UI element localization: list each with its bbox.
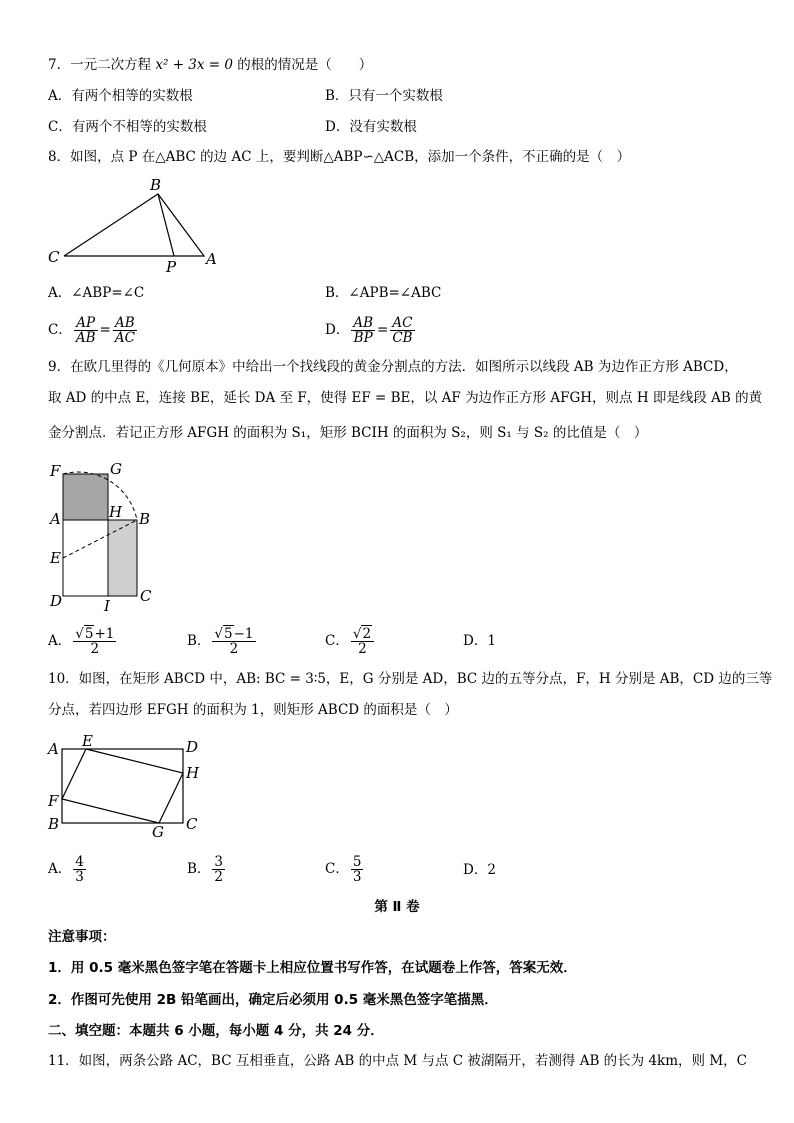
q8-c-fraction-1	[74, 316, 98, 345]
q9-c-denominator: 2	[358, 641, 367, 657]
q8-triangle-figure	[40, 172, 230, 277]
q9-label-e: E	[50, 549, 61, 567]
q10-label-h: H	[186, 764, 200, 782]
q10-b-denominator: 2	[214, 869, 224, 885]
q9-a-numerator-tail: +1	[94, 626, 115, 642]
q10-label-e: E	[82, 733, 93, 750]
q10-option-b	[187, 851, 227, 887]
q8-option-a: A．∠ABP=∠C	[48, 285, 145, 301]
q9-a-denominator: 2	[90, 641, 100, 657]
q8-c-fraction-2	[113, 316, 137, 345]
q9-label-f: F	[50, 462, 61, 480]
q8-c-f1-numerator: AP	[74, 316, 98, 331]
q10-option-d: D．2	[463, 862, 496, 878]
q10-option-b-prefix: B．	[187, 861, 211, 877]
q9-golden-ratio-figure	[44, 458, 164, 616]
q7-stem	[48, 56, 372, 74]
q8-option-d	[325, 312, 417, 348]
q9-stem-line-1: 9．在欧几里得的《几何原本》中给出一个找线段的黄金分割点的方法．如图所示以线段 AB 为边作正方形 ABCD，	[48, 359, 738, 375]
q9-b-fraction	[212, 627, 255, 656]
q7-stem-tail: 的根的情况是（ ）	[233, 57, 373, 73]
q10-label-c: C	[186, 815, 198, 833]
q7-option-b: B．只有一个实数根	[325, 88, 443, 104]
q10-rectangle-figure	[42, 733, 212, 841]
q9-a-numerator: √5+1	[75, 626, 115, 642]
q9-a-radicand: 5	[84, 626, 94, 642]
q7-option-a: A．有两个相等的实数根	[48, 88, 193, 104]
q8-d-f2-denominator: CB	[392, 330, 413, 346]
q9-stem-line-2: 取 AD 的中点 E，连接 BE，延长 DA 至 F，使得 EF = BE，以 AF 为边作正方形 AFGH，则点 H 即是线段 AB 的黄	[48, 390, 763, 406]
q8-c-f1-denominator: AB	[75, 330, 96, 346]
section-title: 第 Ⅱ 卷	[374, 899, 420, 915]
q10-label-d: D	[186, 738, 199, 756]
q10-a-numerator: 4	[75, 854, 84, 870]
q10-c-denominator: 3	[352, 869, 362, 885]
q9-label-g: G	[110, 460, 122, 478]
q9-c-numerator: √2	[351, 627, 374, 642]
q8-label-p: P	[166, 258, 177, 276]
q10-stem-line-1: 10．如图，在矩形 ABCD 中，AB: BC = 3∶5，E，G 分别是 AD，BC 边的五等分点，F，H 分别是 AB，CD 边的三等	[48, 671, 773, 687]
q10-label-f: F	[48, 792, 59, 810]
q10-option-a-prefix: A．	[48, 861, 72, 877]
q9-stem-line-3: 金分割点．若记正方形 AFGH 的面积为 S₁，矩形 BCIH 的面积为 S₂，则 S₁ 与 S₂ 的比值是（ ）	[48, 425, 648, 441]
q8-label-a: A	[206, 250, 217, 268]
notice-rule-2: 2．作图可先使用 2B 铅笔画出，确定后必须用 0.5 毫米黑色签字笔描黑．	[48, 992, 498, 1008]
q9-b-denominator: 2	[229, 641, 239, 657]
q9-label-b: B	[139, 510, 151, 528]
q8-c-f2-denominator: AC	[114, 330, 135, 346]
q9-c-fraction	[351, 627, 374, 656]
q8-d-f1-numerator: AB	[353, 315, 373, 331]
q10-b-numerator: 3	[214, 854, 224, 870]
q9-label-a: A	[50, 510, 61, 528]
q9-c-radicand: 2	[362, 626, 372, 642]
q8-d-equals: =	[377, 322, 389, 338]
q8-d-fraction-2	[390, 316, 414, 345]
q9-label-i: I	[104, 597, 110, 615]
q8-stem: 8．如图，点 P 在△ABC 的边 AC 上，要判断△ABP∽△ACB，添加一个条件，不正确的是（ ）	[48, 149, 631, 165]
q8-label-c: C	[48, 248, 60, 266]
q10-a-fraction	[73, 855, 86, 884]
q10-c-numerator: 5	[352, 854, 362, 870]
notice-heading: 注意事项：	[48, 929, 116, 945]
q10-a-denominator: 3	[75, 869, 84, 885]
q9-a-fraction	[73, 627, 116, 656]
q10-option-a	[48, 851, 88, 887]
q9-label-d: D	[50, 592, 63, 610]
q10-option-c-prefix: C．	[325, 861, 349, 877]
notice-rule-1: 1．用 0.5 毫米黑色签字笔在答题卡上相应位置书写作答，在试题卷上作答，答案无效．	[48, 960, 577, 976]
q8-c-f2-numerator: AB	[113, 316, 137, 331]
q9-b-numerator-tail: −1	[233, 626, 254, 642]
q9-option-c	[325, 623, 376, 659]
q9-option-b	[187, 623, 258, 659]
q7-stem-text: 7．一元二次方程	[48, 57, 156, 73]
q9-option-a	[48, 623, 118, 659]
q8-d-f1-denominator: BP	[353, 330, 373, 346]
q10-label-g: G	[152, 823, 164, 841]
q9-option-b-prefix: B．	[187, 633, 211, 649]
q8-c-equals: =	[99, 322, 111, 338]
q10-stem-line-2: 分点，若四边形 EFGH 的面积为 1，则矩形 ABCD 的面积是（ ）	[48, 702, 458, 718]
q11-stem-line-1: 11．如图，两条公路 AC，BC 互相垂直，公路 AB 的中点 M 与点 C 被湖隔开，若测得 AB 的长为 4km，则 M，C	[48, 1053, 747, 1069]
q9-option-c-prefix: C．	[325, 633, 349, 649]
q9-b-radicand: 5	[224, 626, 233, 642]
q8-option-c-prefix: C．	[48, 322, 72, 338]
q9-b-numerator: √5−1	[214, 626, 254, 642]
q7-option-d: D．没有实数根	[325, 119, 417, 135]
q8-d-fraction-1	[351, 316, 375, 345]
q10-b-fraction	[212, 855, 225, 884]
q7-equation: x² + 3x = 0	[155, 57, 233, 73]
q9-option-d: D．1	[463, 633, 496, 649]
q10-option-c	[325, 851, 365, 887]
q10-label-a: A	[48, 740, 59, 758]
q7-option-c: C．有两个不相等的实数根	[48, 119, 207, 135]
q8-label-b: B	[150, 176, 162, 194]
q9-label-h: H	[109, 503, 123, 521]
q8-d-f2-numerator: AC	[390, 316, 414, 331]
q10-c-fraction	[351, 855, 364, 884]
part-two-heading: 二、填空题：本题共 6 小题，每小题 4 分，共 24 分．	[48, 1023, 384, 1039]
q9-option-a-prefix: A．	[48, 633, 72, 649]
q8-option-d-prefix: D．	[325, 322, 350, 338]
q9-label-c: C	[140, 587, 152, 605]
q10-label-b: B	[48, 815, 60, 833]
q8-option-b: B．∠APB=∠ABC	[325, 285, 442, 301]
q8-option-c	[48, 312, 139, 348]
